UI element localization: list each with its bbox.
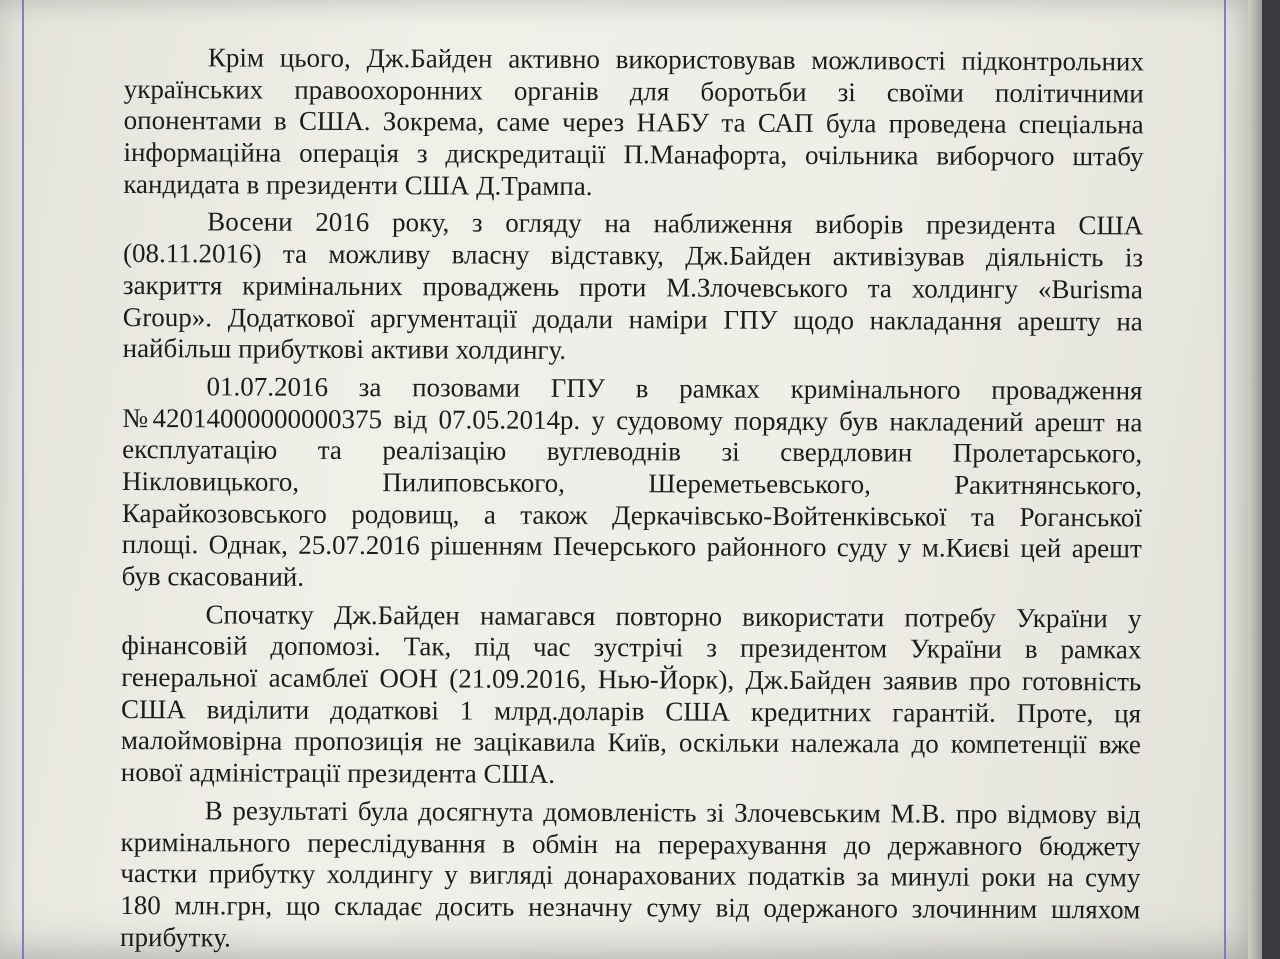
text-line: Карайкозовського родовищ, а також Деркачівсько-Войтенківської та Роганської xyxy=(121,497,1143,533)
paragraph-4 xyxy=(121,599,1142,794)
text-line: Group». Додаткової аргументації додали наміри ГПУ щодо накладання арешту на xyxy=(122,301,1143,336)
text-line: В результаті була досягнута домовленість зі Злочевським М.В. про відмову від xyxy=(204,795,1141,830)
text-line: фінансовій допомозі. Так, під час зустрічі з президентом України в рамках xyxy=(121,630,1142,665)
paragraph-1 xyxy=(123,42,1144,205)
text-line: (08.11.2016) та можливу власну відставку, Дж.Байден активізував діяльність із xyxy=(123,238,1144,273)
text-line: 180 млн.грн, що складає досить незначну суму від одержаного злочинним шляхом xyxy=(120,889,1141,925)
paragraph-3 xyxy=(122,371,1143,597)
left-margin-line xyxy=(22,0,24,959)
text-line: опонентами в США. Зокрема, саме через НАБУ та САП була проведена спеціальна xyxy=(123,105,1144,140)
text-line: кандидата в президенти США Д.Трампа. xyxy=(123,168,593,201)
text-line: частки прибутку холдингу у вигляді донарахованих податків за минулі роки на суму xyxy=(120,858,1141,893)
document-body xyxy=(120,42,1144,958)
paragraph-5 xyxy=(120,795,1141,958)
text-line: Крім цього, Дж.Байден активно використовував можливості підконтрольних xyxy=(207,42,1144,77)
text-line: площі. Однак, 25.07.2016 рішенням Печерського районного суду у м.Києві цей арешт xyxy=(121,529,1142,564)
paragraph-2 xyxy=(123,206,1144,369)
text-line: українських правоохоронних органів для боротьби зі своїми політичними xyxy=(123,73,1144,109)
text-line: був скасований. xyxy=(121,560,305,592)
text-line: експлуатацію та реалізацію вуглеводнів зі свердловин Пролетарського, xyxy=(122,434,1143,469)
text-line: №42014000000000375 від 07.05.2014р. у судовому порядку був накладений арешт на xyxy=(122,402,1143,438)
text-line: США виділити додаткові 1 млрд.доларів США кредитних гарантій. Проте, ця xyxy=(121,693,1142,729)
text-line: 01.07.2016 за позовами ГПУ в рамках кримінального провадження xyxy=(206,371,1143,406)
text-line: прибутку. xyxy=(120,921,231,953)
text-line: малоймовірна пропозиція не зацікавила Київ, оскільки належала до компетенції вже xyxy=(120,725,1142,760)
text-line: Нікловицького, Пилиповського, Шереметьевського, Ракитнянського, xyxy=(122,465,1143,501)
paper-edge xyxy=(1248,0,1262,959)
background-surface xyxy=(1262,0,1280,959)
text-line: нової адміністрації президента США. xyxy=(120,757,556,790)
text-line: інформаційна операція з дискредитації П.Манафорта, очільника виборчого штабу xyxy=(123,137,1144,172)
text-line: кримінального переслідування в обмін на перерахування до державного бюджету xyxy=(120,826,1141,861)
text-line: Восени 2016 року, з огляду на наближення виборів президента США xyxy=(207,206,1144,241)
text-line: закриття кримінальних проваджень проти М.Злочевського та холдингу «Burisma xyxy=(122,269,1143,305)
text-line: генеральної асамблеї ООН (21.09.2016, Нью-Йорк), Дж.Байден заявив про готовність xyxy=(121,662,1142,697)
right-margin-line xyxy=(1224,0,1226,959)
text-line: Спочатку Дж.Байден намагався повторно використати потребу України у xyxy=(205,599,1142,634)
text-line: найбільш прибуткові активи холдингу. xyxy=(122,333,567,366)
